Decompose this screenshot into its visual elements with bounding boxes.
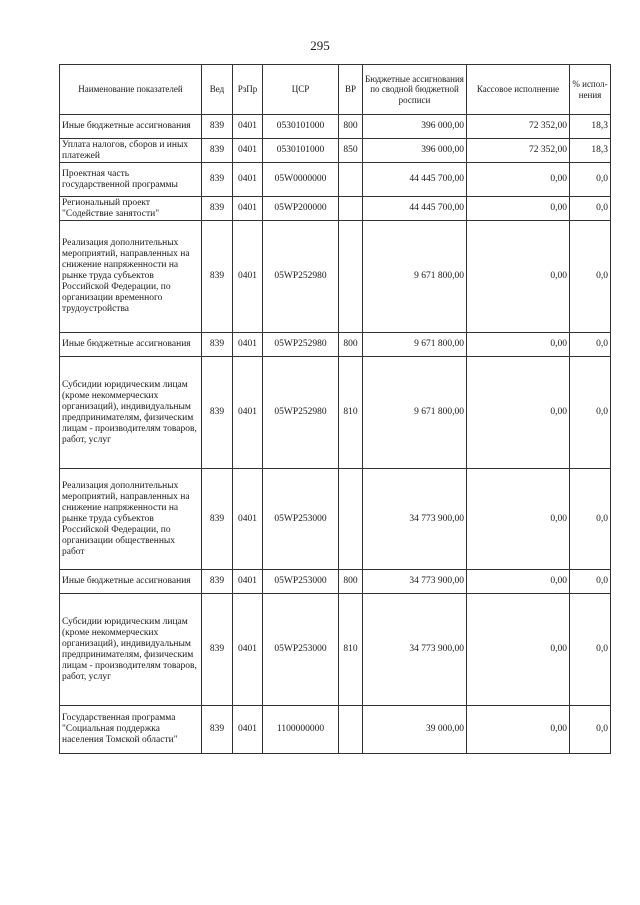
cell-execution: 0,00 xyxy=(467,333,570,357)
cell-name: Реализация дополнительных мероприятий, направленных на снижение напряженности на рынке труда субъектов Российской Федерации, по организации общественных работ xyxy=(60,469,202,570)
cell-csr: 1100000000 xyxy=(263,706,339,754)
cell-rzpr: 0401 xyxy=(233,706,263,754)
cell-name: Государственная программа "Социальная поддержка населения Томской области" xyxy=(60,706,202,754)
cell-vr: 800 xyxy=(339,115,363,139)
cell-percent: 0,0 xyxy=(570,221,611,333)
cell-execution: 72 352,00 xyxy=(467,139,570,163)
cell-name: Иные бюджетные ассигнования xyxy=(60,570,202,594)
cell-assignments: 34 773 900,00 xyxy=(363,469,467,570)
cell-name: Субсидии юридическим лицам (кроме некоммерческих организаций), индивидуальным предпринимателям, физическим лицам - производителям товаров, работ, услуг xyxy=(60,357,202,469)
cell-vr xyxy=(339,197,363,221)
cell-ved: 839 xyxy=(202,469,233,570)
cell-ved: 839 xyxy=(202,115,233,139)
header-name: Наименование показателей xyxy=(60,65,202,115)
table-row xyxy=(60,706,611,754)
cell-ved: 839 xyxy=(202,570,233,594)
cell-execution: 0,00 xyxy=(467,357,570,469)
cell-percent: 18,3 xyxy=(570,115,611,139)
cell-assignments: 44 445 700,00 xyxy=(363,163,467,197)
cell-assignments: 44 445 700,00 xyxy=(363,197,467,221)
cell-vr xyxy=(339,469,363,570)
cell-assignments: 9 671 800,00 xyxy=(363,357,467,469)
cell-name: Реализация дополнительных мероприятий, направленных на снижение напряженности на рынке труда субъектов Российской Федерации, по организации временного трудоустройства xyxy=(60,221,202,333)
cell-rzpr: 0401 xyxy=(233,333,263,357)
table-row xyxy=(60,357,611,469)
cell-percent: 0,0 xyxy=(570,469,611,570)
header-execution: Кассовое исполнение xyxy=(467,65,570,115)
page-number: 295 xyxy=(310,38,330,53)
cell-execution: 0,00 xyxy=(467,197,570,221)
cell-csr: 05WP252980 xyxy=(263,357,339,469)
table-row xyxy=(60,333,611,357)
cell-vr xyxy=(339,163,363,197)
cell-name: Региональный проект "Содействие занятости" xyxy=(60,197,202,221)
cell-name: Проектная часть государственной программы xyxy=(60,163,202,197)
header-percent: % испол-нения xyxy=(570,65,611,115)
cell-vr xyxy=(339,221,363,333)
budget-execution-table xyxy=(59,64,611,754)
header-rzpr: РзПр xyxy=(233,65,263,115)
cell-csr: 0530101000 xyxy=(263,139,339,163)
cell-ved: 839 xyxy=(202,357,233,469)
cell-execution: 72 352,00 xyxy=(467,115,570,139)
cell-assignments: 9 671 800,00 xyxy=(363,221,467,333)
cell-execution: 0,00 xyxy=(467,594,570,706)
cell-assignments: 396 000,00 xyxy=(363,115,467,139)
cell-percent: 0,0 xyxy=(570,333,611,357)
cell-csr: 05W0000000 xyxy=(263,163,339,197)
table-body xyxy=(60,115,611,754)
table-header-row xyxy=(60,65,611,115)
cell-ved: 839 xyxy=(202,333,233,357)
table-row xyxy=(60,469,611,570)
cell-assignments: 39 000,00 xyxy=(363,706,467,754)
cell-execution: 0,00 xyxy=(467,163,570,197)
header-ved: Вед xyxy=(202,65,233,115)
cell-execution: 0,00 xyxy=(467,706,570,754)
cell-rzpr: 0401 xyxy=(233,357,263,469)
header-csr: ЦСР xyxy=(263,65,339,115)
header-vr: ВР xyxy=(339,65,363,115)
table-row xyxy=(60,115,611,139)
cell-vr: 810 xyxy=(339,357,363,469)
cell-vr: 850 xyxy=(339,139,363,163)
header-assignments: Бюджетные ассигнования по сводной бюджетной росписи xyxy=(363,65,467,115)
cell-execution: 0,00 xyxy=(467,469,570,570)
cell-ved: 839 xyxy=(202,221,233,333)
cell-rzpr: 0401 xyxy=(233,163,263,197)
table-row xyxy=(60,139,611,163)
cell-ved: 839 xyxy=(202,594,233,706)
cell-csr: 05WP252980 xyxy=(263,221,339,333)
table-row xyxy=(60,221,611,333)
cell-csr: 05WP200000 xyxy=(263,197,339,221)
cell-name: Уплата налогов, сборов и иных платежей xyxy=(60,139,202,163)
cell-execution: 0,00 xyxy=(467,570,570,594)
cell-csr: 05WP253000 xyxy=(263,570,339,594)
cell-percent: 0,0 xyxy=(570,570,611,594)
cell-vr xyxy=(339,706,363,754)
cell-name: Иные бюджетные ассигнования xyxy=(60,333,202,357)
cell-rzpr: 0401 xyxy=(233,469,263,570)
table-row xyxy=(60,594,611,706)
cell-assignments: 396 000,00 xyxy=(363,139,467,163)
cell-csr: 05WP253000 xyxy=(263,594,339,706)
table-row xyxy=(60,197,611,221)
cell-percent: 0,0 xyxy=(570,163,611,197)
cell-rzpr: 0401 xyxy=(233,221,263,333)
cell-rzpr: 0401 xyxy=(233,197,263,221)
cell-ved: 839 xyxy=(202,706,233,754)
cell-ved: 839 xyxy=(202,163,233,197)
cell-assignments: 34 773 900,00 xyxy=(363,594,467,706)
cell-percent: 0,0 xyxy=(570,357,611,469)
cell-name: Иные бюджетные ассигнования xyxy=(60,115,202,139)
table-row xyxy=(60,570,611,594)
cell-csr: 05WP253000 xyxy=(263,469,339,570)
cell-assignments: 9 671 800,00 xyxy=(363,333,467,357)
cell-csr: 05WP252980 xyxy=(263,333,339,357)
cell-vr: 800 xyxy=(339,570,363,594)
cell-rzpr: 0401 xyxy=(233,570,263,594)
cell-vr: 810 xyxy=(339,594,363,706)
cell-percent: 0,0 xyxy=(570,594,611,706)
cell-percent: 0,0 xyxy=(570,197,611,221)
cell-rzpr: 0401 xyxy=(233,115,263,139)
cell-ved: 839 xyxy=(202,197,233,221)
cell-rzpr: 0401 xyxy=(233,139,263,163)
cell-ved: 839 xyxy=(202,139,233,163)
cell-percent: 0,0 xyxy=(570,706,611,754)
cell-percent: 18,3 xyxy=(570,139,611,163)
cell-execution: 0,00 xyxy=(467,221,570,333)
cell-name: Субсидии юридическим лицам (кроме некоммерческих организаций), индивидуальным предпринимателям, физическим лицам - производителям товаров, работ, услуг xyxy=(60,594,202,706)
cell-vr: 800 xyxy=(339,333,363,357)
cell-rzpr: 0401 xyxy=(233,594,263,706)
cell-assignments: 34 773 900,00 xyxy=(363,570,467,594)
cell-csr: 0530101000 xyxy=(263,115,339,139)
table-row xyxy=(60,163,611,197)
